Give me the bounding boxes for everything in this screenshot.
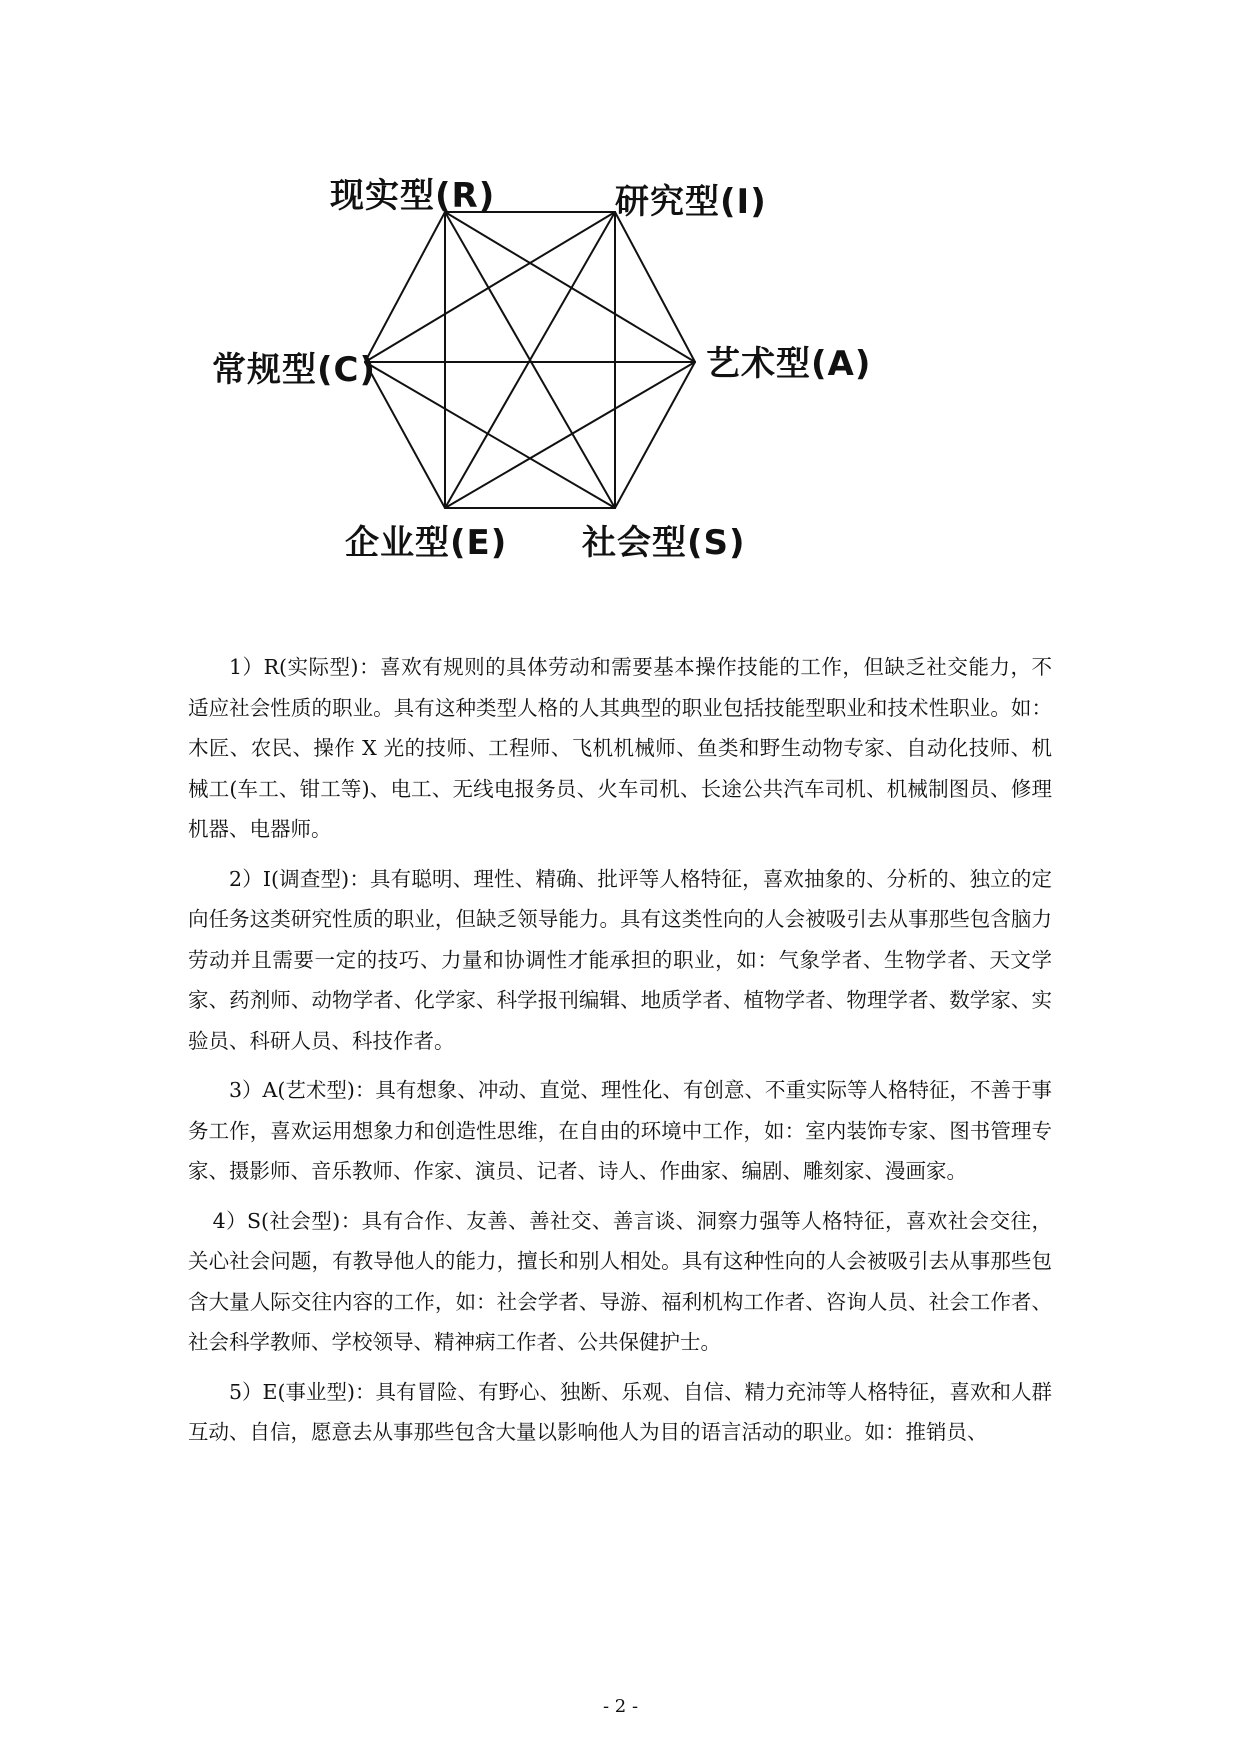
- holland-hexagon-diagram: [190, 160, 950, 630]
- paragraph-artistic: 3）A(艺术型)：具有想象、冲动、直觉、理性化、有创意、不重实际等人格特征，不善于事务工作，喜欢运用想象力和创造性思维，在自由的环境中工作，如：室内装饰专家、图书管理专家、摄影师、音乐教师、作家、演员、记者、诗人、作曲家、编剧、雕刻家、漫画家。: [188, 1078, 1052, 1183]
- node-label-c: 常规型(C): [212, 350, 377, 390]
- paragraph-investigative: 2）I(调查型)：具有聪明、理性、精确、批评等人格特征，喜欢抽象的、分析的、独立的定向任务这类研究性质的职业，但缺乏领导能力。具有这类性向的人会被吸引去从事那些包含脑力劳动并且需要一定的技巧、力量和协调性才能承担的职业，如：气象学者、生物学者、天文学家、药剂师、动物学者、化学家、科学报刊编辑、地质学者、植物学者、物理学者、数学家、实验员、科研人员、科技作者。: [188, 866, 1052, 1053]
- diag-i-c: [365, 212, 615, 362]
- diag-s-c: [365, 362, 615, 508]
- node-label-s: 社会型(S): [582, 523, 746, 563]
- body-text: [188, 647, 1052, 1462]
- edge-a-s: [615, 362, 695, 508]
- paragraph-enterprising: 5）E(事业型)：具有冒险、有野心、独断、乐观、自信、精力充沛等人格特征，喜欢和人群互动、自信，愿意去从事那些包含大量以影响他人为目的语言活动的职业。如：推销员、: [188, 1379, 1053, 1444]
- paragraph-realistic: 1）R(实际型)：喜欢有规则的具体劳动和需要基本操作技能的工作，但缺乏社交能力，不适应社会性质的职业。具有这种类型人格的人其典型的职业包括技能型职业和技术性职业。如：木匠、农民、操作 X 光的技师、工程师、飞机机械师、鱼类和野生动物专家、自动化技师、机械工(车工、钳工等)、电工、无线电报务员、火车司机、长途公共汽车司机、机械制图员、修理机器、电器师。: [188, 655, 1052, 841]
- node-label-r: 现实型(R): [330, 176, 496, 216]
- node-label-e: 企业型(E): [345, 523, 508, 563]
- node-label-a: 艺术型(A): [706, 344, 872, 384]
- node-label-i: 研究型(I): [615, 182, 767, 222]
- page-number: - 2 -: [602, 1696, 639, 1717]
- edge-i-a: [615, 212, 695, 362]
- hexagon-lines: [190, 160, 950, 630]
- paragraph-social: 4）S(社会型)：具有合作、友善、善社交、善言谈、洞察力强等人格特征，喜欢社会交往，关心社会问题，有教导他人的能力，擅长和别人相处。具有这种性向的人会被吸引去从事那些包含大量人际交往内容的工作，如：社会学者、导游、福利机构工作者、咨询人员、社会工作者、社会科学教师、学校领导、精神病工作者、公共保健护士。: [188, 1208, 1052, 1354]
- diag-r-a: [445, 212, 695, 362]
- edge-e-c: [365, 362, 445, 508]
- edge-c-r: [365, 212, 445, 362]
- diag-a-e: [445, 362, 695, 508]
